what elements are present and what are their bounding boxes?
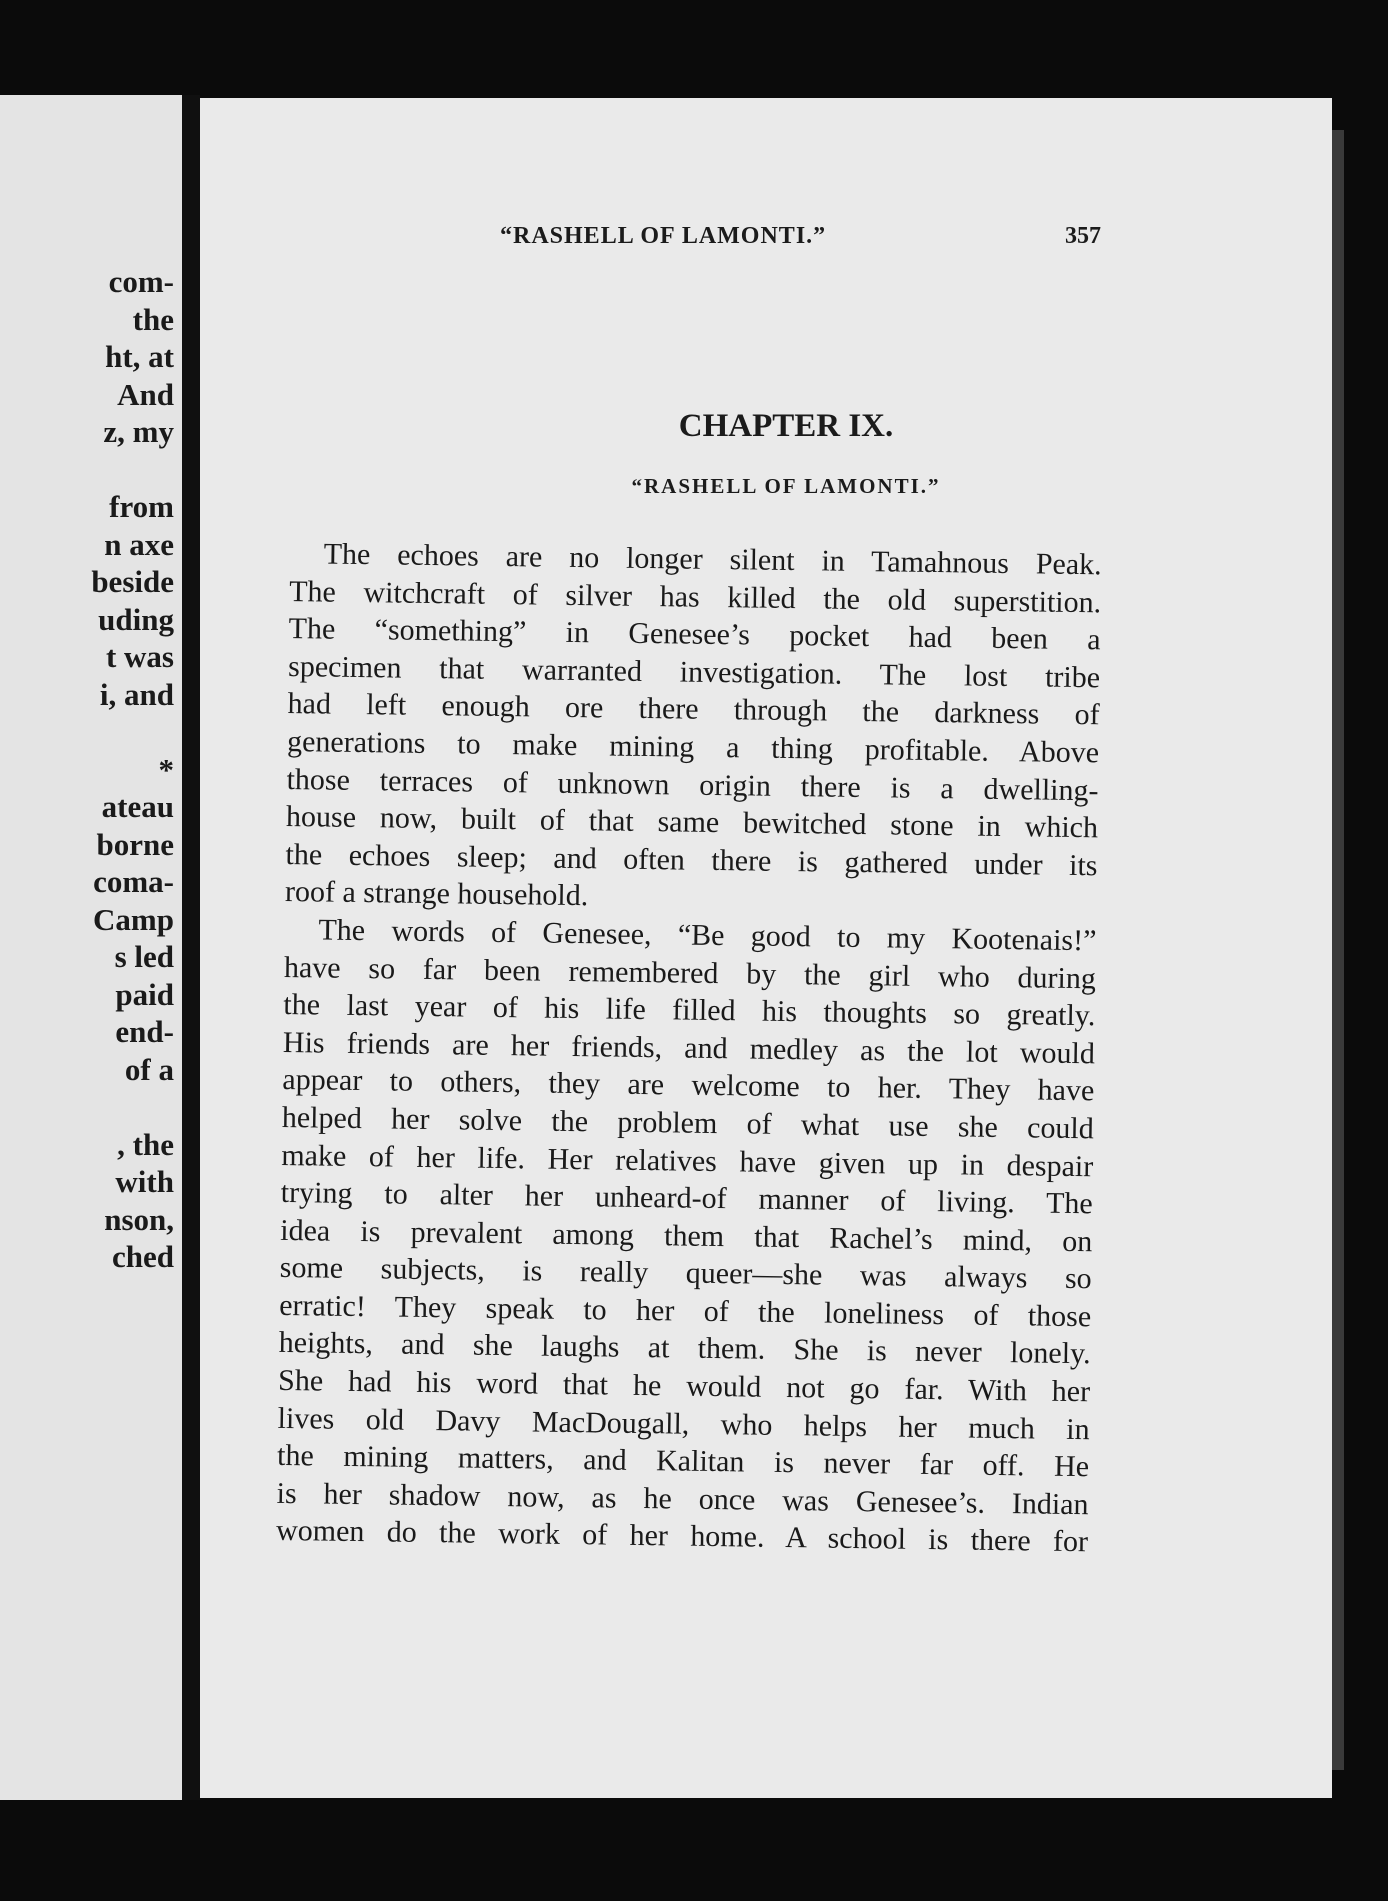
page-edge — [1332, 130, 1344, 1770]
facing-page-line: nson, — [104, 1201, 174, 1237]
facing-page-line: uding — [98, 601, 174, 637]
facing-page-line: com- — [108, 264, 174, 299]
facing-page-line: from — [109, 489, 174, 524]
facing-page-line: beside — [91, 564, 174, 599]
body-line: specimen that warranted investigation. The lost tribe — [287, 649, 1101, 695]
facing-page-line: coma- — [93, 864, 174, 899]
body-line: women do the work of her home. A school is there for — [275, 1514, 1089, 1559]
page-number: 357 — [1065, 223, 1101, 249]
body-line: house now, built of that same bewitched stone in which — [285, 800, 1099, 845]
body-line: some subjects, is really queer—she was always so — [279, 1251, 1092, 1296]
body-line: have so far been remembered by the girl who during — [283, 950, 1097, 995]
body-line: the last year of his life filled his thoughts so greatly. — [283, 988, 1096, 1033]
facing-page-line: i, and — [99, 676, 174, 712]
body-line: His friends are her friends, and medley as the lot would — [282, 1025, 1096, 1071]
facing-page-line: borne — [96, 826, 174, 862]
facing-page-line: end- — [115, 1014, 174, 1049]
facing-page-line: n axe — [104, 526, 174, 562]
body-line: those terraces of unknown origin there is a dwelling- — [286, 762, 1099, 807]
facing-page-line: paid — [115, 976, 174, 1012]
body-line: generations to make mining a thing profitable. Above — [286, 724, 1100, 770]
chapter-number: CHAPTER IX. — [678, 408, 894, 444]
facing-page-line: z, my — [103, 414, 174, 449]
body-line: The “something” in Genesee’s pocket had been a — [288, 612, 1101, 657]
facing-page-line — [14, 1088, 174, 1126]
body-line: trying to alter her unheard-of manner of living. The — [280, 1176, 1093, 1221]
body-line: make of her life. Her relatives have given up in despair — [281, 1138, 1094, 1183]
facing-page-line: t was — [105, 639, 174, 674]
facing-page-line: Camp — [93, 901, 174, 937]
facing-page-line: ched — [112, 1239, 174, 1274]
body-line: lives old Davy MacDougall, who helps her much in — [277, 1401, 1090, 1446]
facing-page-line: And — [117, 376, 174, 412]
body-line: helped her solve the problem of what use she could — [281, 1100, 1095, 1146]
facing-page-line: * — [158, 751, 174, 787]
facing-page-line — [14, 713, 174, 751]
body-line: She had his word that he would not go far. With her — [277, 1363, 1091, 1409]
body-line: roof a strange household. — [284, 875, 589, 913]
body-line: the mining matters, and Kalitan is never far off. He — [276, 1439, 1090, 1484]
facing-page-line: ateau — [101, 789, 174, 824]
body-line: is her shadow now, as he once was Genesee’s. Indian — [276, 1476, 1089, 1522]
body-line: appear to others, they are welcome to her. They have — [282, 1063, 1095, 1108]
facing-page-line: s led — [114, 939, 174, 974]
body-line: The witchcraft of silver has killed the old superstition. — [288, 574, 1102, 619]
facing-page-line: of a — [124, 1051, 174, 1087]
book-page — [200, 98, 1332, 1798]
body-line: The words of Genesee, “Be good to my Kootenais!” — [318, 913, 1097, 958]
facing-page-line: , the — [117, 1126, 174, 1162]
body-line: idea is prevalent among them that Rachel’s mind, on — [280, 1213, 1093, 1258]
facing-page-line: the — [132, 301, 174, 337]
running-head: “RASHELL OF LAMONTI.” — [500, 223, 827, 249]
book-gutter — [182, 95, 200, 1800]
body-line: The echoes are no longer silent in Tamahnous Peak. — [323, 537, 1102, 582]
body-line: erratic! They speak to her of the loneliness of those — [279, 1288, 1092, 1334]
body-text — [276, 535, 1102, 1561]
facing-page-line: ht, at — [105, 339, 174, 374]
body-line: heights, and she laughs at them. She is never lonely. — [278, 1326, 1091, 1371]
facing-page-text — [14, 263, 174, 1276]
facing-page-line — [14, 451, 174, 489]
facing-page — [0, 95, 182, 1800]
chapter-title: “RASHELL OF LAMONTI.” — [631, 474, 941, 498]
body-line: had left enough ore there through the darkness of — [287, 687, 1100, 732]
facing-page-line: with — [115, 1164, 174, 1199]
body-line: the echoes sleep; and often there is gathered under its — [285, 837, 1098, 883]
